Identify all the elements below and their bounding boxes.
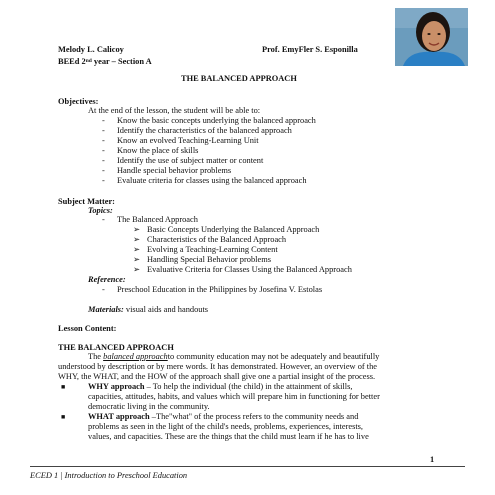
document-title: THE BALANCED APPROACH [181,74,297,83]
objective-item: Know the basic concepts underlying the balanced approach [117,116,316,125]
intro-paragraph-line-2: understood by description or by mere words. It has demonstrated. However, an overview of the [58,362,377,371]
objective-item: Identify the use of subject matter or content [117,156,264,165]
objective-dash: - [102,166,105,175]
what-approach-line-2: problems as seen in the light of the child's needs, problems, experiences, interests, [88,422,364,431]
why-approach-line-3: democratic living in the community. [88,402,210,411]
reference-label: Reference: [88,275,126,284]
reference-dash: - [102,285,105,294]
objective-dash: - [102,146,105,155]
arrow-bullet-icon: ➢ [133,225,141,234]
objective-dash: - [102,176,105,185]
what-approach-line-1: WHAT approach –The"what" of the process refers to the community needs and [88,412,359,421]
objective-item: Know an evolved Teaching-Learning Unit [117,136,259,145]
student-photo [395,8,468,66]
topic-item: The Balanced Approach [117,215,198,224]
subtopic-item: Evaluative Criteria for Classes Using the Balanced Approach [147,265,352,274]
why-approach-line-1: WHY approach – To help the individual (the child) in the attainment of skills, [88,382,353,391]
objective-dash: - [102,156,105,165]
arrow-bullet-icon: ➢ [133,235,141,244]
subtopic-item: Evolving a Teaching-Learning Content [147,245,278,254]
topics-label: Topics: [88,206,113,215]
subtopic-item: Characteristics of the Balanced Approach [147,235,287,244]
course-section: BEEd 2nd year – Section A [58,57,152,66]
page-number: 1 [430,455,435,464]
professor-name: Prof. EmyFler S. Esponilla [262,45,358,54]
objective-dash: - [102,136,105,145]
why-approach-line-2: capacities, attitudes, habits, and values which will prepare him in functioning for better [88,392,380,401]
arrow-bullet-icon: ➢ [133,255,141,264]
objective-item: Know the place of skills [117,146,199,155]
lesson-section-title: THE BALANCED APPROACH [58,343,174,352]
objective-item: Identify the characteristics of the balanced approach [117,126,292,135]
square-bullet-icon: ■ [61,413,66,421]
intro-paragraph-line-3: WHY, the WHAT, and the HOW of the approach shall give one a partial insight of the process. [58,372,376,381]
objective-dash: - [102,116,105,125]
arrow-bullet-icon: ➢ [133,245,141,254]
footer-divider [30,466,465,467]
objectives-intro: At the end of the lesson, the student will be able to: [88,106,261,115]
objective-dash: - [102,126,105,135]
subject-matter-heading: Subject Matter: [58,197,115,206]
student-name: Melody L. Calicoy [58,45,124,54]
objectives-heading: Objectives: [58,97,99,106]
footer-text: ECED 1 | Introduction to Preschool Education [30,471,188,480]
what-approach-line-3: values, and capacities. These are the things that the child must learn if he has to live [88,432,369,441]
objective-item: Evaluate criteria for classes using the balanced approach [117,176,307,185]
lesson-content-heading: Lesson Content: [58,324,117,333]
materials-line: Materials: visual aids and handouts [88,305,209,314]
square-bullet-icon: ■ [61,383,66,391]
intro-paragraph-line-1: The balanced approachto community education may not be adequately and beautifully [88,352,380,361]
objective-item: Handle special behavior problems [117,166,232,175]
reference-text: Preschool Education in the Philippines by Josefina V. Estolas [117,285,323,294]
subtopic-item: Basic Concepts Underlying the Balanced Approach [147,225,320,234]
topic-dash: - [102,215,105,224]
arrow-bullet-icon: ➢ [133,265,141,274]
subtopic-item: Handling Special Behavior problems [147,255,271,264]
